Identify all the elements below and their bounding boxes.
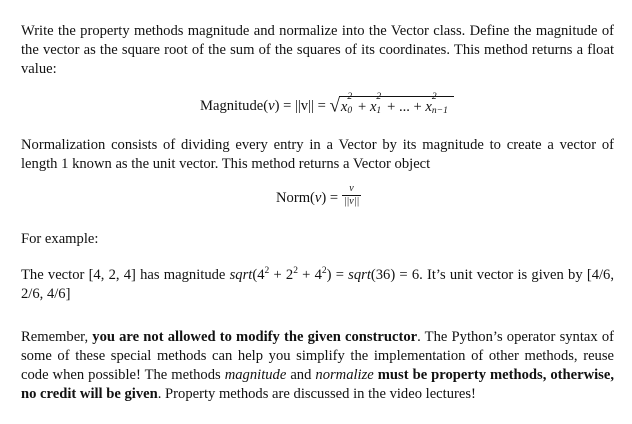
magnitude-var: v — [268, 98, 275, 114]
norm-lhs: Norm( — [276, 189, 315, 206]
example-heading: For example: — [21, 231, 99, 247]
reminder-paragraph: Remember, you are not allowed to modify the given constructor. The Python’s operator syntax of some of these special methods can help you simplify the implementation of other methods, reuse code when possible! The methods magnitude and normalize must be property methods, otherwise, no credit will be given. Property methods are discussed in the video lectures! — [21, 329, 614, 402]
magnitude-formula — [200, 92, 454, 120]
normalization-paragraph: Normalization consists of dividing every entry in a Vector by its magnitude to create a vector of length 1 known as the unit vector. This method returns a Vector object — [21, 137, 614, 172]
term-x0: x 2 0 — [340, 92, 353, 117]
norm-formula — [276, 183, 361, 216]
magnitude-mid: ) = ||v|| = — [274, 98, 330, 114]
fraction-numerator: v — [349, 183, 354, 194]
radicand: x 2 0 + x 2 1 + ... + x 2 n−1 — [339, 96, 454, 117]
term-xn: x 2 n−1 — [425, 92, 448, 117]
norm-var: v — [314, 189, 322, 206]
radical-sign: √ — [329, 95, 340, 117]
term-x1: x 2 1 — [369, 92, 382, 117]
intro-paragraph: Write the property methods magnitude and normalize into the Vector class. Define the magnitude of the vector as the square root of the sum of the squares of its coordinates. This method returns a float value: — [21, 23, 614, 77]
magnitude-lhs: Magnitude( — [200, 98, 269, 114]
example-paragraph: The vector [4, 2, 4] has magnitude $sqrt(4^2 + 2^2 + 4^2)$ = sqrt(36) = 6. It’s unit vector is given by [4/6, 2/6, 4/6] — [21, 266, 615, 302]
constructor-warning: you are not allowed to modify the given constructor — [92, 329, 418, 345]
property-warning: must be property methods, otherwise, no credit will be given — [21, 367, 614, 402]
norm-rhs: ) = — [321, 189, 339, 206]
fraction-denominator: ||v|| — [343, 196, 360, 207]
square-root — [329, 92, 453, 121]
norm-fraction — [342, 183, 361, 208]
